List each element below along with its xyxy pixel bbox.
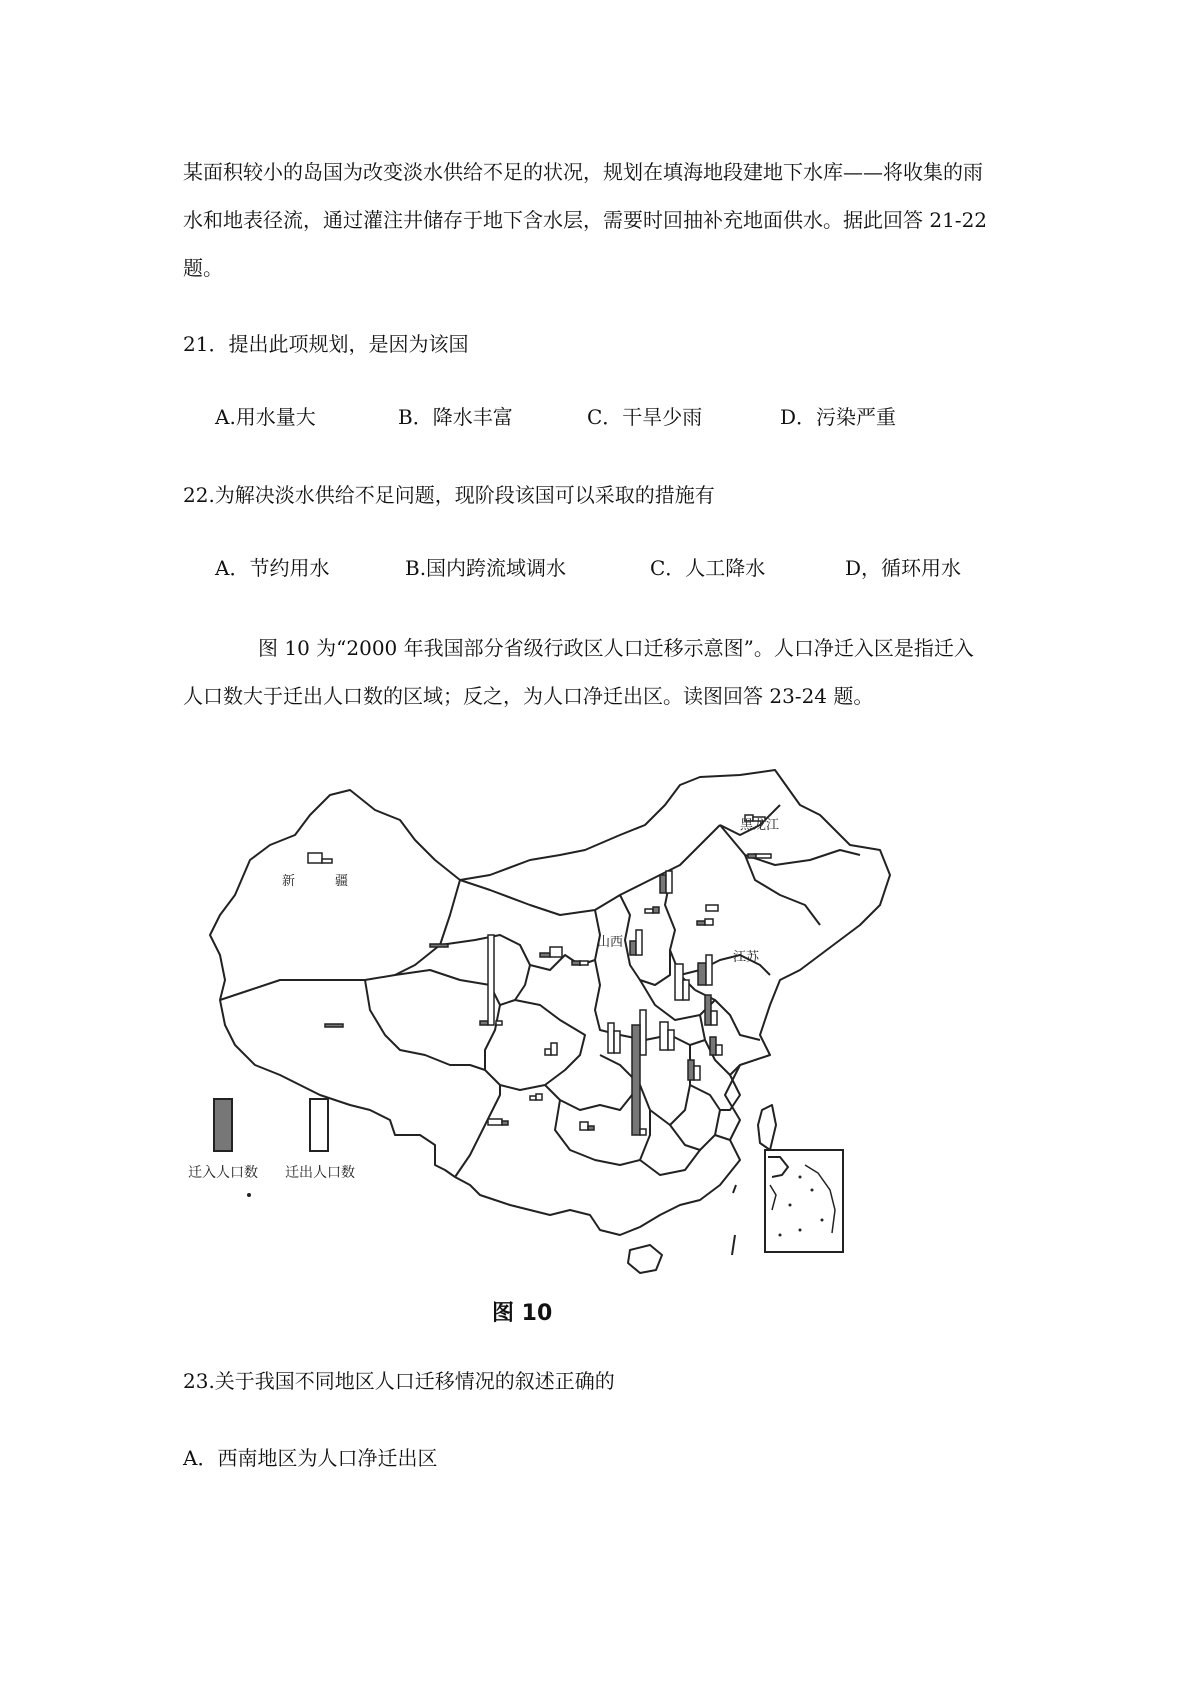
- out-migration-bar-13: [550, 947, 562, 957]
- yunnan-border: [455, 1085, 500, 1177]
- out-migration-bar-40: [536, 1094, 542, 1100]
- guangdong-border: [640, 1150, 700, 1175]
- out-migration-bar-18: [645, 909, 653, 913]
- in-migration-bar-44: [588, 1126, 594, 1130]
- question-23-stem: 23.关于我国不同地区人口迁移情况的叙述正确的: [183, 1369, 615, 1393]
- inset-islands: [779, 1176, 824, 1237]
- in-migration-bar-14: [572, 961, 580, 965]
- label-jiangsu: 江苏: [733, 950, 760, 965]
- out-migration-bar-6: [322, 859, 332, 863]
- label-jiang: 疆: [335, 874, 349, 889]
- out-migration-bar-21: [666, 871, 672, 893]
- gansu-border: [440, 935, 530, 1005]
- question-22-stem: 22.为解决淡水供给不足问题，现阶段该国可以采取的措施有: [183, 483, 715, 507]
- question-23-option-a: A．西南地区为人口净迁出区: [183, 1446, 438, 1470]
- migration-map-figure: [188, 765, 930, 1335]
- in-migration-bar-9: [480, 1021, 488, 1025]
- question-21-stem: 21．提出此项规划，是因为该国: [183, 332, 469, 356]
- in-migration-bar-12: [540, 953, 550, 957]
- out-migration-bar-37: [545, 1049, 551, 1055]
- in-migration-bar-47: [688, 1060, 694, 1080]
- in-migration-bar-22: [697, 921, 705, 925]
- figure-caption: 图 10: [492, 1301, 553, 1326]
- out-migration-bar-25: [683, 980, 689, 1000]
- passage-1-line-1: 某面积较小的岛国为改变淡水供给不足的状况，规划在填海地段建地下水库——将收集的雨: [183, 160, 983, 184]
- hainan-island: [628, 1245, 662, 1273]
- legend-in-label: 迁入人口数: [188, 1165, 258, 1181]
- in-migration-bar-42: [502, 1121, 508, 1125]
- legend: [188, 1099, 355, 1181]
- xinjiang-border: [220, 880, 460, 1000]
- fujian-border: [715, 1135, 730, 1140]
- label-heilongjiang: 黑龙江: [740, 818, 780, 833]
- hunan-border: [600, 1045, 690, 1125]
- map-mark: [733, 1185, 736, 1193]
- liaoning-border: [745, 855, 820, 925]
- in-migration-bar-30: [710, 1037, 716, 1055]
- q21-option-b: B．降水丰富: [398, 405, 513, 429]
- out-migration-bar-35: [660, 1022, 668, 1050]
- q22-option-d: D，循环用水: [845, 556, 962, 580]
- out-migration-bar-38: [551, 1043, 557, 1055]
- label-shanxi: 山西: [597, 935, 624, 950]
- out-migration-bar-15: [580, 961, 588, 965]
- qinghai-border: [395, 970, 500, 1070]
- in-migration-bar-7: [430, 944, 448, 947]
- out-migration-bar-33: [608, 1023, 614, 1053]
- out-migration-bar-36: [668, 1030, 674, 1050]
- map-mark: [732, 1235, 735, 1255]
- passage-1-line-3: 题。: [183, 256, 223, 280]
- out-migration-bar-32: [640, 1010, 646, 1055]
- tibet-qinghai-border: [365, 980, 485, 1070]
- label-xin: 新: [282, 874, 296, 889]
- out-migration-bar-23: [705, 919, 713, 925]
- out-migration-bar-43: [580, 1122, 588, 1130]
- out-migration-bar-29: [711, 1011, 717, 1025]
- south-china-sea-inset: [765, 1150, 843, 1252]
- out-migration-bar-39: [530, 1096, 536, 1100]
- q22-option-a: A．节约用水: [215, 556, 330, 580]
- out-migration-bar-11: [496, 1021, 502, 1025]
- out-migration-bar-17: [636, 930, 642, 955]
- in-migration-bar-8: [325, 1024, 343, 1027]
- jiangsu-border: [715, 1000, 760, 1040]
- in-migration-bar-16: [630, 941, 636, 955]
- stray-dot: [247, 1193, 251, 1197]
- in-migration-bar-45: [632, 1025, 640, 1135]
- out-migration-bar-10: [488, 935, 494, 1025]
- china-map-svg: [188, 765, 930, 1335]
- legend-out-label: 迁出人口数: [285, 1165, 355, 1181]
- q21-option-d: D．污染严重: [780, 405, 897, 429]
- out-migration-bar-34: [614, 1031, 620, 1053]
- in-migration-bar-20: [660, 875, 666, 893]
- in-migration-bar-28: [705, 995, 711, 1025]
- passage-1-line-2: 水和地表径流，通过灌注井储存于地下含水层，需要时回抽补充地面供水。据此回答 21-22: [183, 208, 988, 232]
- out-migration-bar-4: [706, 905, 718, 911]
- out-migration-bar-48: [694, 1066, 700, 1080]
- legend-in-swatch: [214, 1099, 232, 1151]
- out-migration-bar-27: [706, 955, 712, 985]
- q22-option-b: B.国内跨流域调水: [405, 556, 567, 580]
- inner-mongolia-border: [460, 825, 720, 915]
- out-migration-bar-24: [675, 964, 683, 1000]
- passage-2-line-2: 人口数大于迁出人口数的区域；反之，为人口净迁出区。读图回答 23-24 题。: [183, 684, 874, 708]
- out-migration-bar-46: [640, 1129, 646, 1135]
- out-migration-bar-31: [716, 1045, 722, 1055]
- sichuan-border: [485, 1000, 585, 1090]
- out-migration-bar-2: [755, 854, 771, 858]
- out-migration-bar-41: [488, 1119, 502, 1125]
- passage-2-line-1: 图 10 为“2000 年我国部分省级行政区人口迁移示意图”。人口净迁入区是指迁入: [258, 636, 974, 660]
- taiwan-island: [758, 1105, 776, 1150]
- in-migration-bar-26: [698, 963, 706, 985]
- q21-option-c: C．干旱少雨: [587, 405, 703, 429]
- in-migration-bar-3: [748, 854, 756, 858]
- legend-out-swatch: [310, 1099, 328, 1151]
- q21-option-a: A.用水量大: [215, 405, 316, 429]
- q22-option-c: C．人工降水: [650, 556, 766, 580]
- in-migration-bar-19: [653, 907, 659, 913]
- out-migration-bar-5: [308, 853, 322, 863]
- shaanxi-border: [595, 910, 620, 1035]
